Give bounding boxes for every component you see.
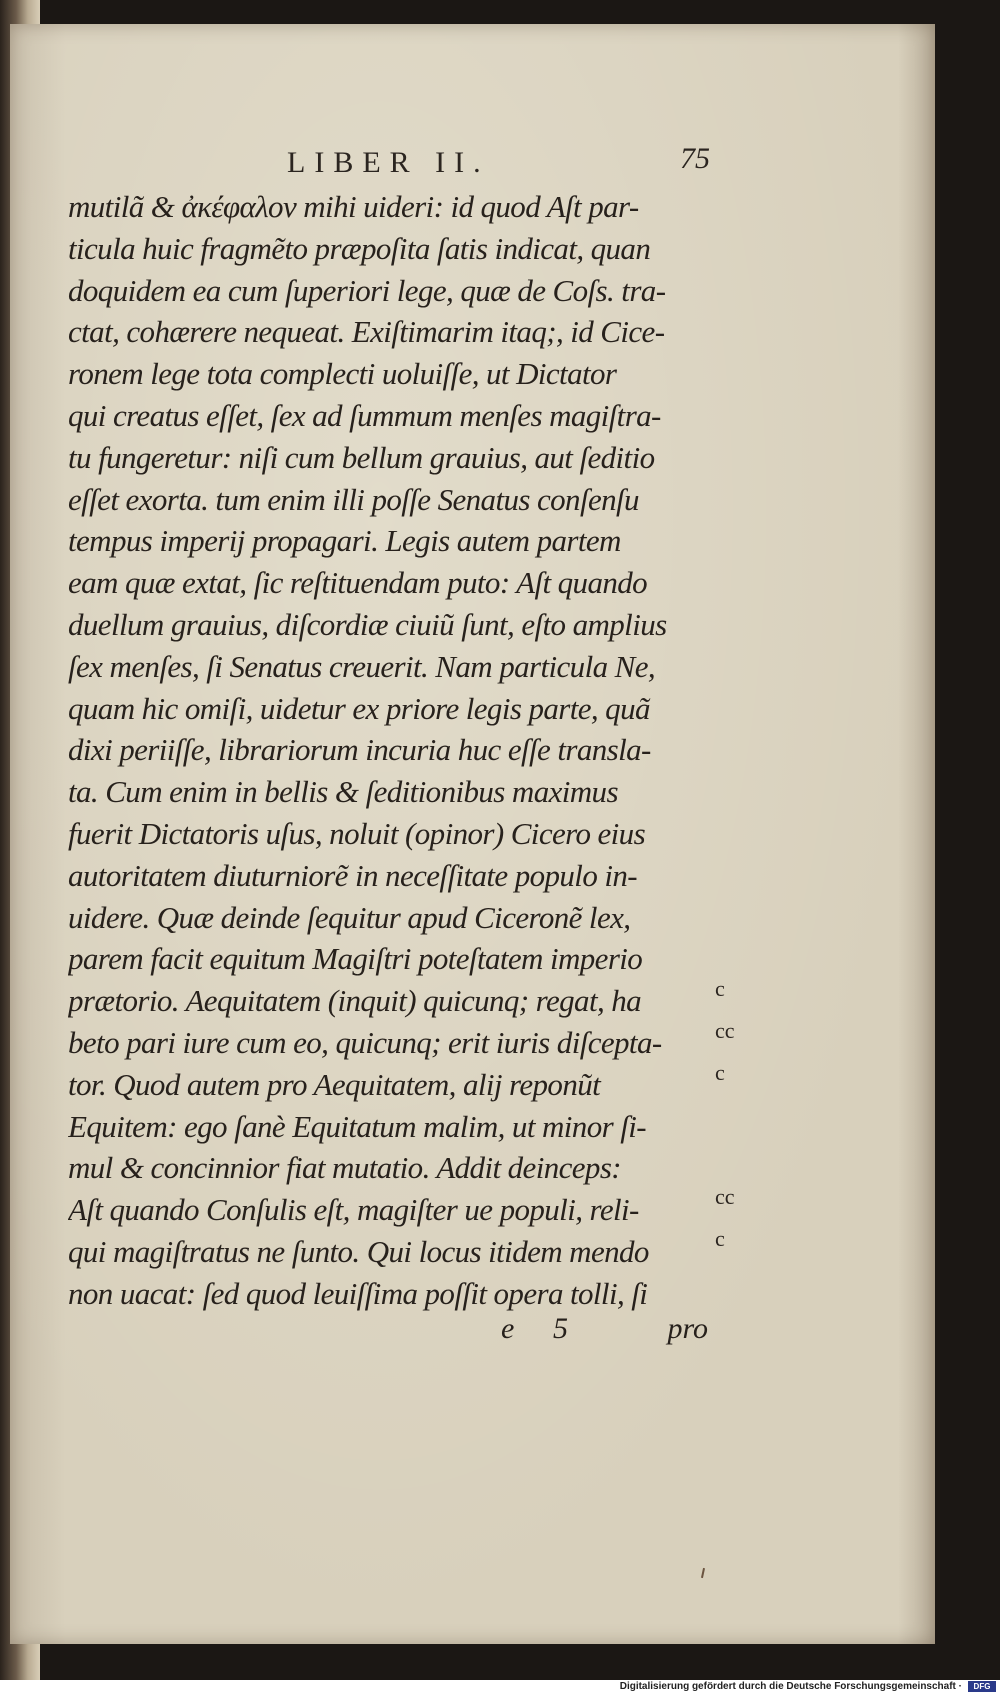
- signature-number: 5: [553, 1312, 568, 1345]
- folio-number: 75: [680, 142, 710, 175]
- page-header: [70, 142, 710, 186]
- text-block: [68, 186, 708, 1315]
- text-line: dixi periiſſe, librariorum incuria huc eſſe transla-: [68, 732, 651, 768]
- digitization-footer: [0, 1680, 1000, 1694]
- text-line: ronem lege tota complecti uoluiſſe, ut Dictator: [68, 356, 617, 392]
- text-line: ſex menſes, ſi Senatus creuerit. Nam particula Ne,: [68, 648, 656, 684]
- text-line: tor. Quod autem pro Aequitatem, alij reponũt: [68, 1066, 601, 1102]
- ink-speck: [701, 1568, 705, 1578]
- text-line: Equitem: ego ſanè Equitatum malim, ut minor ſi-: [68, 1108, 646, 1144]
- text-line: tu fungeretur: niſi cum bellum grauius, aut ſeditio: [68, 439, 655, 475]
- text-line: qui magiſtratus ne ſunto. Qui locus itidem mendo: [68, 1233, 649, 1269]
- text-line: mutilã & ἀκέφαλον mihi uideri: id quod Aſt par-: [68, 189, 639, 224]
- text-line: uidere. Quæ deinde ſequitur apud Ciceronẽ lex,: [68, 899, 631, 935]
- text-line: autoritatem diuturniorẽ in neceſſitate populo in-: [68, 857, 638, 893]
- text-line: Aſt quando Conſulis eſt, magiſter ue populi, reli-: [68, 1192, 639, 1228]
- dfg-logo: DFG: [968, 1681, 996, 1692]
- marginal-quote-mark: c: [715, 1060, 725, 1085]
- signature-line: [68, 1312, 708, 1352]
- text-line: eam quæ extat, ſic reſtituendam puto: Aſt quando: [68, 565, 648, 601]
- marginal-quote-mark: cc: [715, 1184, 735, 1209]
- book-page: [10, 24, 935, 1644]
- marginal-quote-mark: c: [715, 976, 725, 1001]
- marginal-quote-mark: c: [715, 1226, 725, 1251]
- catchword: pro: [667, 1312, 708, 1345]
- text-line: parem facit equitum Magiſtri poteſtatem imperio: [68, 941, 643, 977]
- text-line: beto pari iure cum eo, quicunq; erit iuris diſcepta-: [68, 1024, 662, 1060]
- text-line: doquidem ea cum ſuperiori lege, quæ de Coſs. tra-: [68, 272, 666, 308]
- text-line: ticula huic fragmẽto præpoſita ſatis indicat, quan: [68, 230, 651, 266]
- text-line: tempus imperij propagari. Legis autem partem: [68, 523, 621, 559]
- text-line: qui creatus eſſet, ſex ad ſummum menſes magiſtra-: [68, 397, 661, 433]
- text-line: quam hic omiſi, uidetur ex priore legis parte, quã: [68, 690, 650, 726]
- text-line: fuerit Dictatoris uſus, noluit (opinor) Cicero eius: [68, 815, 646, 851]
- funding-credit: Digitalisierung gefördert durch die Deutsche Forschungsgemeinschaft ·: [619, 1681, 962, 1692]
- text-line: non uacat: ſed quod leuiſſima poſſit opera tolli, ſi: [68, 1275, 648, 1311]
- text-line: ta. Cum enim in bellis & ſeditionibus maximus: [68, 774, 618, 810]
- text-line: prætorio. Aequitatem (inquit) quicunq; regat, ha: [68, 983, 642, 1019]
- text-line: ctat, cohærere nequeat. Exiſtimarim itaq;, id Cice-: [68, 314, 665, 350]
- marginal-quote-mark: cc: [715, 1018, 735, 1043]
- signature-letter: e: [501, 1312, 515, 1345]
- running-head: LIBER II.: [287, 146, 490, 179]
- text-line: eſſet exorta. tum enim illi poſſe Senatus conſenſu: [68, 481, 639, 517]
- text-line: duellum grauius, diſcordiæ ciuiũ ſunt, eſto amplius: [68, 606, 667, 642]
- text-line: mul & concinnior fiat mutatio. Addit deinceps:: [68, 1150, 622, 1186]
